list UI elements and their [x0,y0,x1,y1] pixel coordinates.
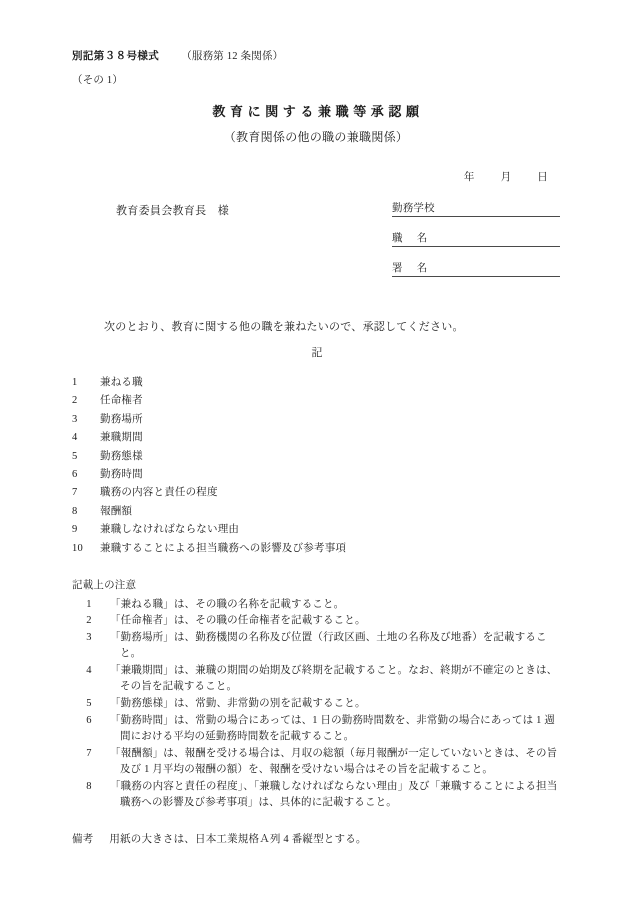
item-number: 5 [72,450,78,462]
signature-field-group [392,200,560,290]
list-item [72,392,560,407]
item-label: 職務の内容と責任の程度 [100,487,218,499]
item-number: 1 [72,377,78,388]
note-number: 1 [86,598,92,610]
list-item [72,466,560,481]
item-number: 6 [72,468,78,480]
date-year-label: 年 [463,172,475,183]
notes-heading: 記載上の注意 [72,579,137,591]
note-item [72,696,560,712]
field-signature-name[interactable] [392,260,560,277]
note-number: 4 [86,665,92,677]
field-workplace-school-label: 勤務学校 [392,203,435,214]
list-item [72,503,560,518]
note-number: 8 [86,781,92,792]
form-number: 別記第３８号様式 [72,51,160,62]
list-item [72,540,560,555]
remark-row [72,831,560,846]
item-number: 7 [72,487,78,499]
note-text: 「任命権者」は、その職の任命権者を記載すること。 [110,615,366,627]
document-subtitle: （教育関係の他の職の兼職関係） [223,130,409,144]
note-item [72,613,560,629]
date-day-label: 日 [537,172,548,183]
item-label: 兼ねる職 [100,377,143,388]
item-label: 兼職しなければならない理由 [100,524,240,536]
note-number: 7 [86,748,92,760]
item-label: 兼職期間 [100,432,143,444]
remark-label: 備考 [72,833,94,845]
item-number: 2 [72,395,78,407]
list-item [72,484,560,499]
note-number: 5 [86,698,92,710]
note-item [72,597,560,613]
note-item [72,746,560,778]
list-item [72,429,560,444]
note-text: 「兼職期間」は、兼職の期間の始期及び終期を記載すること。なお、終期が不確定のときは、その旨を記載すること。 [110,665,558,693]
remark-text: 用紙の大きさは、日本工業規格Ａ列 4 番縦型とする。 [109,833,367,845]
list-item [72,448,560,463]
field-job-title[interactable] [392,230,560,247]
item-label: 勤務態様 [100,450,143,462]
item-label: 任命権者 [100,395,143,407]
note-item [72,713,560,745]
form-identifier-row [72,48,560,63]
field-workplace-school[interactable] [392,200,560,217]
field-signature-name-label: 署 名 [392,263,428,274]
form-sheet [72,48,560,846]
form-part-label: （その 1） [72,75,124,86]
note-text: 「職務の内容と責任の程度」、「兼職しなければならない理由」及び「兼職することによる担当職務への影響及び参考事項」は、具体的に記載すること。 [110,781,558,808]
note-text: 「兼ねる職」は、その職の名称を記載すること。 [110,598,345,610]
date-line [72,169,560,184]
list-item [72,521,560,536]
item-label: 報酬額 [100,505,133,517]
entry-item-list [72,374,560,555]
addressee-label: 教育委員会教育長 様 [116,205,229,217]
note-item [72,663,560,695]
note-text: 「報酬額」は、報酬を受ける場合は、月収の総額（毎月報酬が一定していないときは、その旨及び 1 月平均の報酬の額）を、報酬を受けない場合はその旨を記載すること。 [110,748,558,776]
item-number: 4 [72,432,78,444]
list-item [72,411,560,426]
field-job-title-label: 職 名 [392,233,428,244]
request-sentence: 次のとおり、教育に関する他の職を兼ねたいので、承認してください。 [104,321,464,333]
item-number: 10 [72,542,83,554]
ki-marker: 記 [311,347,323,359]
item-label: 勤務場所 [100,413,143,425]
note-item [72,779,560,811]
note-number: 2 [86,615,92,627]
date-month-label: 月 [500,172,512,183]
note-number: 3 [86,632,92,644]
note-text: 「勤務時間」は、常勤の場合にあっては、1 日の勤務時間数を、非常勤の場合にあっては 1 週間における平均の延勤務時間数を記載すること。 [110,715,555,743]
notes-list [72,597,560,811]
addressee-signature-row [72,200,560,290]
note-number: 6 [86,715,92,727]
note-text: 「勤務態様」は、常勤、非常勤の別を記載すること。 [110,698,366,710]
list-item [72,374,560,389]
item-label: 兼職することによる担当職務への影響及び参考事項 [100,542,347,554]
item-number: 8 [72,505,78,517]
form-reference: （服務第 12 条関係） [181,51,284,62]
item-number: 3 [72,413,78,425]
item-label: 勤務時間 [100,468,143,480]
item-number: 9 [72,524,78,536]
note-item [72,630,560,662]
document-title: 教育に関する兼職等承認願 [212,104,424,119]
note-text: 「勤務場所」は、勤務機関の名称及び位置（行政区画、土地の名称及び地番）を記載すること。 [110,632,547,660]
